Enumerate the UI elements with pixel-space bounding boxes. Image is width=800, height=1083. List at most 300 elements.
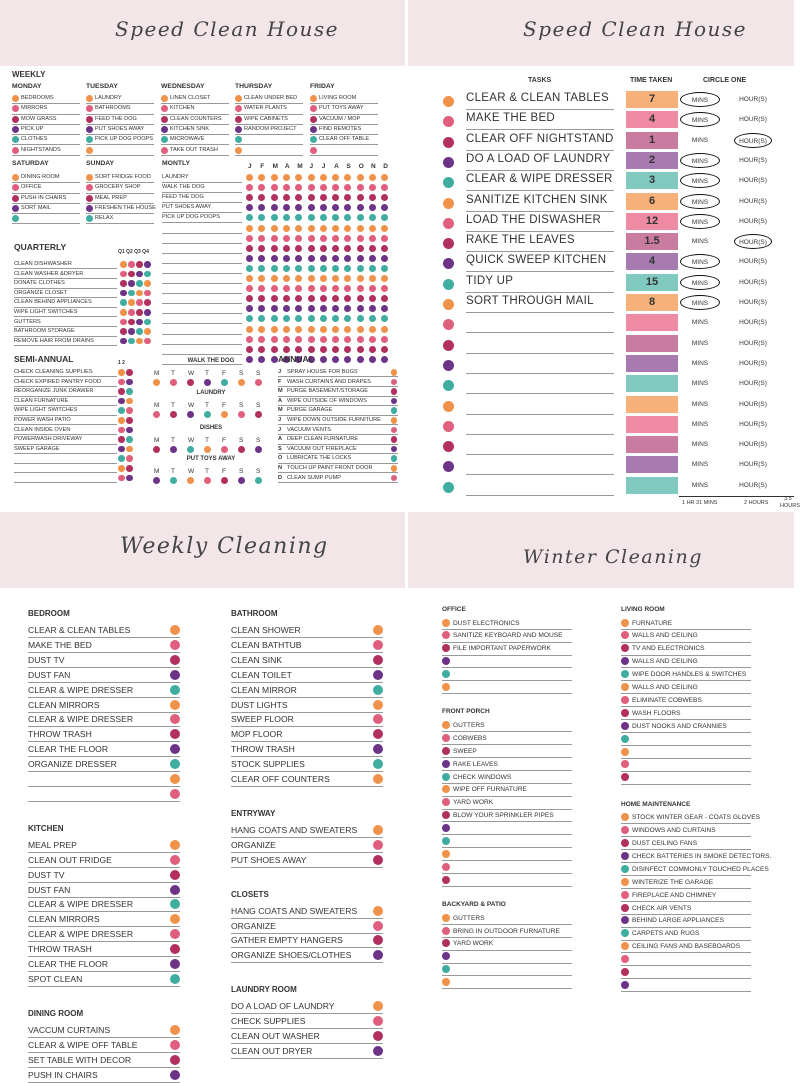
month-checkbox-dot[interactable] [283,305,290,312]
month-checkbox-dot[interactable] [283,265,290,272]
month-checkbox-dot[interactable] [258,174,265,181]
month-checkbox-dot[interactable] [320,275,327,282]
month-checkbox-dot[interactable] [295,235,302,242]
task-color-dot[interactable] [443,96,454,107]
room-checkbox-dot[interactable] [170,625,180,635]
month-checkbox-dot[interactable] [308,174,315,181]
room-checkbox-dot[interactable] [373,640,383,650]
tracker-checkbox-dot[interactable] [153,446,160,453]
area-checkbox-dot[interactable] [442,785,450,793]
month-checkbox-dot[interactable] [381,295,388,302]
hours-option[interactable]: HOUR(S) [739,420,767,428]
semi-checkbox-dot[interactable] [126,427,133,434]
quarter-checkbox-dot[interactable] [120,280,127,287]
month-checkbox-dot[interactable] [332,184,339,191]
tracker-checkbox-dot[interactable] [153,411,160,418]
room-checkbox-dot[interactable] [170,974,180,984]
month-checkbox-dot[interactable] [283,214,290,221]
task-color-dot[interactable] [443,116,454,127]
checkbox-dot[interactable] [86,205,93,212]
hours-option[interactable]: HOUR(S) [739,177,767,185]
checkbox-dot[interactable] [161,126,168,133]
hours-option[interactable]: HOUR(S) [739,319,767,327]
task-name-blank[interactable] [466,457,614,475]
room-checkbox-dot[interactable] [170,1055,180,1065]
month-checkbox-dot[interactable] [369,194,376,201]
month-checkbox-dot[interactable] [344,285,351,292]
month-checkbox-dot[interactable] [246,346,253,353]
checkbox-dot[interactable] [310,105,317,112]
room-checkbox-dot[interactable] [170,685,180,695]
tracker-checkbox-dot[interactable] [255,411,262,418]
month-checkbox-dot[interactable] [271,235,278,242]
tracker-checkbox-dot[interactable] [238,379,245,386]
month-checkbox-dot[interactable] [344,255,351,262]
time-taken-box[interactable] [626,477,678,494]
tracker-checkbox-dot[interactable] [221,446,228,453]
task-color-dot[interactable] [443,401,454,412]
month-checkbox-dot[interactable] [344,214,351,221]
mins-option[interactable]: MINS [691,441,709,449]
checkbox-dot[interactable] [86,126,93,133]
tracker-checkbox-dot[interactable] [221,411,228,418]
month-checkbox-dot[interactable] [381,305,388,312]
checkbox-dot[interactable] [12,126,19,133]
month-checkbox-dot[interactable] [246,315,253,322]
month-checkbox-dot[interactable] [320,285,327,292]
month-checkbox-dot[interactable] [344,245,351,252]
quarter-checkbox-dot[interactable] [144,271,151,278]
month-checkbox-dot[interactable] [295,174,302,181]
room-checkbox-dot[interactable] [170,1070,180,1080]
task-color-dot[interactable] [443,299,454,310]
month-checkbox-dot[interactable] [381,174,388,181]
month-checkbox-dot[interactable] [258,295,265,302]
tracker-checkbox-dot[interactable] [238,411,245,418]
room-checkbox-dot[interactable] [170,959,180,969]
time-taken-box[interactable]: 4 [626,253,678,270]
time-taken-box[interactable]: 8 [626,294,678,311]
area-checkbox-dot[interactable] [621,709,629,717]
quarter-checkbox-dot[interactable] [136,309,143,316]
quarter-checkbox-dot[interactable] [144,319,151,326]
month-checkbox-dot[interactable] [295,225,302,232]
month-checkbox-dot[interactable] [295,194,302,201]
month-checkbox-dot[interactable] [258,204,265,211]
quarter-checkbox-dot[interactable] [128,280,135,287]
month-checkbox-dot[interactable] [357,194,364,201]
month-checkbox-dot[interactable] [344,204,351,211]
month-checkbox-dot[interactable] [369,356,376,363]
month-checkbox-dot[interactable] [344,326,351,333]
time-taken-box[interactable]: 1.5 [626,233,678,250]
month-checkbox-dot[interactable] [357,235,364,242]
month-checkbox-dot[interactable] [369,326,376,333]
room-checkbox-dot[interactable] [373,685,383,695]
semi-checkbox-dot[interactable] [118,407,125,414]
month-checkbox-dot[interactable] [320,225,327,232]
annual-checkbox-dot[interactable] [391,436,398,443]
time-taken-box[interactable] [626,396,678,413]
month-checkbox-dot[interactable] [369,225,376,232]
month-checkbox-dot[interactable] [357,336,364,343]
checkbox-dot[interactable] [86,136,93,143]
time-taken-box[interactable] [626,355,678,372]
area-checkbox-dot[interactable] [621,813,629,821]
month-checkbox-dot[interactable] [295,315,302,322]
month-checkbox-dot[interactable] [258,336,265,343]
time-taken-box[interactable]: 6 [626,193,678,210]
month-checkbox-dot[interactable] [344,235,351,242]
area-checkbox-dot[interactable] [442,657,450,665]
hours-option[interactable]: HOUR(S) [739,339,767,347]
semi-checkbox-dot[interactable] [126,398,133,405]
quarter-checkbox-dot[interactable] [120,299,127,306]
task-color-dot[interactable] [443,421,454,432]
month-checkbox-dot[interactable] [246,174,253,181]
room-checkbox-dot[interactable] [170,670,180,680]
hours-option[interactable]: HOUR(S) [739,359,767,367]
checkbox-dot[interactable] [161,147,168,154]
annual-checkbox-dot[interactable] [391,407,398,414]
task-color-dot[interactable] [443,279,454,290]
time-taken-box[interactable]: 12 [626,213,678,230]
quarter-checkbox-dot[interactable] [128,319,135,326]
checkbox-dot[interactable] [310,126,317,133]
month-checkbox-dot[interactable] [283,295,290,302]
annual-checkbox-dot[interactable] [391,455,398,462]
time-taken-box[interactable] [626,416,678,433]
checkbox-dot[interactable] [12,205,19,212]
month-checkbox-dot[interactable] [332,326,339,333]
area-checkbox-dot[interactable] [621,891,629,899]
month-checkbox-dot[interactable] [258,235,265,242]
month-checkbox-dot[interactable] [308,326,315,333]
task-color-dot[interactable] [443,157,454,168]
time-taken-box[interactable] [626,314,678,331]
room-checkbox-dot[interactable] [373,840,383,850]
month-checkbox-dot[interactable] [344,194,351,201]
month-checkbox-dot[interactable] [357,265,364,272]
hours-option[interactable]: HOUR(S) [739,380,767,388]
month-checkbox-dot[interactable] [332,336,339,343]
room-checkbox-dot[interactable] [170,870,180,880]
month-checkbox-dot[interactable] [308,245,315,252]
task-color-dot[interactable] [443,218,454,229]
mins-option[interactable]: MINS [680,92,720,107]
room-checkbox-dot[interactable] [373,744,383,754]
month-checkbox-dot[interactable] [295,214,302,221]
semi-checkbox-dot[interactable] [118,455,125,462]
month-checkbox-dot[interactable] [332,174,339,181]
month-checkbox-dot[interactable] [246,184,253,191]
room-checkbox-dot[interactable] [170,640,180,650]
area-checkbox-dot[interactable] [442,863,450,871]
month-checkbox-dot[interactable] [369,305,376,312]
mins-option[interactable]: MINS [680,112,720,127]
area-checkbox-dot[interactable] [621,631,629,639]
tracker-checkbox-dot[interactable] [170,411,177,418]
area-checkbox-dot[interactable] [442,824,450,832]
month-checkbox-dot[interactable] [381,214,388,221]
area-checkbox-dot[interactable] [621,644,629,652]
room-checkbox-dot[interactable] [170,840,180,850]
month-checkbox-dot[interactable] [357,275,364,282]
time-taken-box[interactable]: 15 [626,274,678,291]
checkbox-dot[interactable] [12,136,19,143]
checkbox-dot[interactable] [310,95,317,102]
task-name-blank[interactable] [466,356,614,374]
month-checkbox-dot[interactable] [258,285,265,292]
month-checkbox-dot[interactable] [295,305,302,312]
month-checkbox-dot[interactable] [332,235,339,242]
task-color-dot[interactable] [443,360,454,371]
checkbox-dot[interactable] [86,105,93,112]
month-checkbox-dot[interactable] [295,255,302,262]
time-taken-box[interactable]: 1 [626,132,678,149]
month-checkbox-dot[interactable] [258,346,265,353]
room-checkbox-dot[interactable] [170,944,180,954]
room-checkbox-dot[interactable] [373,625,383,635]
room-checkbox-dot[interactable] [373,655,383,665]
month-checkbox-dot[interactable] [258,305,265,312]
area-checkbox-dot[interactable] [442,939,450,947]
month-checkbox-dot[interactable] [344,315,351,322]
semi-checkbox-dot[interactable] [126,465,133,472]
task-color-dot[interactable] [443,238,454,249]
month-checkbox-dot[interactable] [246,245,253,252]
tracker-checkbox-dot[interactable] [153,379,160,386]
quarter-checkbox-dot[interactable] [144,309,151,316]
quarter-checkbox-dot[interactable] [120,309,127,316]
semi-checkbox-dot[interactable] [126,369,133,376]
month-checkbox-dot[interactable] [246,326,253,333]
month-checkbox-dot[interactable] [381,275,388,282]
quarter-checkbox-dot[interactable] [128,290,135,297]
area-checkbox-dot[interactable] [621,735,629,743]
month-checkbox-dot[interactable] [344,346,351,353]
month-checkbox-dot[interactable] [344,174,351,181]
hours-option[interactable]: HOUR(S) [739,258,767,266]
month-checkbox-dot[interactable] [320,295,327,302]
month-checkbox-dot[interactable] [344,225,351,232]
month-checkbox-dot[interactable] [271,295,278,302]
checkbox-dot[interactable] [161,105,168,112]
room-checkbox-dot[interactable] [373,921,383,931]
room-checkbox-dot[interactable] [373,1031,383,1041]
checkbox-dot[interactable] [310,116,317,123]
month-checkbox-dot[interactable] [369,245,376,252]
month-checkbox-dot[interactable] [320,336,327,343]
quarter-checkbox-dot[interactable] [136,319,143,326]
month-checkbox-dot[interactable] [332,356,339,363]
checkbox-dot[interactable] [12,116,19,123]
month-checkbox-dot[interactable] [320,326,327,333]
semi-checkbox-dot[interactable] [126,407,133,414]
tracker-checkbox-dot[interactable] [187,446,194,453]
area-checkbox-dot[interactable] [621,942,629,950]
time-taken-box[interactable]: 7 [626,91,678,108]
month-checkbox-dot[interactable] [295,245,302,252]
month-checkbox-dot[interactable] [381,235,388,242]
month-checkbox-dot[interactable] [332,255,339,262]
hours-option[interactable]: HOUR(S) [739,299,767,306]
month-checkbox-dot[interactable] [320,356,327,363]
month-checkbox-dot[interactable] [246,285,253,292]
room-checkbox-dot[interactable] [170,1025,180,1035]
area-checkbox-dot[interactable] [621,852,629,860]
month-checkbox-dot[interactable] [381,326,388,333]
month-checkbox-dot[interactable] [332,214,339,221]
month-checkbox-dot[interactable] [308,184,315,191]
tracker-checkbox-dot[interactable] [221,379,228,386]
month-checkbox-dot[interactable] [308,346,315,353]
month-checkbox-dot[interactable] [320,255,327,262]
room-checkbox-dot[interactable] [373,729,383,739]
area-checkbox-dot[interactable] [621,981,629,989]
room-checkbox-dot[interactable] [170,855,180,865]
month-checkbox-dot[interactable] [332,285,339,292]
area-checkbox-dot[interactable] [442,876,450,884]
annual-checkbox-dot[interactable] [391,475,398,482]
area-checkbox-dot[interactable] [621,955,629,963]
month-checkbox-dot[interactable] [246,295,253,302]
month-checkbox-dot[interactable] [246,336,253,343]
month-checkbox-dot[interactable] [246,265,253,272]
hours-option[interactable]: HOUR(S) [739,441,767,449]
task-name-blank[interactable] [466,417,614,435]
tracker-checkbox-dot[interactable] [238,446,245,453]
area-checkbox-dot[interactable] [621,683,629,691]
quarter-checkbox-dot[interactable] [128,261,135,268]
quarter-checkbox-dot[interactable] [144,261,151,268]
time-taken-box[interactable] [626,456,678,473]
tracker-checkbox-dot[interactable] [170,379,177,386]
area-checkbox-dot[interactable] [442,773,450,781]
annual-checkbox-dot[interactable] [391,398,398,405]
mins-option[interactable]: MINS [691,420,709,428]
annual-checkbox-dot[interactable] [391,388,398,395]
month-checkbox-dot[interactable] [258,245,265,252]
room-checkbox-dot[interactable] [170,700,180,710]
month-checkbox-dot[interactable] [283,315,290,322]
tracker-checkbox-dot[interactable] [187,477,194,484]
quarter-checkbox-dot[interactable] [136,328,143,335]
hours-option[interactable]: HOUR(S) [739,156,767,164]
annual-checkbox-dot[interactable] [391,417,398,424]
month-checkbox-dot[interactable] [357,285,364,292]
month-checkbox-dot[interactable] [295,326,302,333]
hours-option[interactable]: HOUR(S) [739,217,767,225]
checkbox-dot[interactable] [310,136,317,143]
month-checkbox-dot[interactable] [357,255,364,262]
month-checkbox-dot[interactable] [344,305,351,312]
area-checkbox-dot[interactable] [442,914,450,922]
area-checkbox-dot[interactable] [442,952,450,960]
mins-option[interactable]: MINS [691,380,709,388]
checkbox-dot[interactable] [310,147,317,154]
semi-checkbox-dot[interactable] [126,455,133,462]
task-name-blank[interactable] [466,437,614,455]
month-checkbox-dot[interactable] [271,174,278,181]
month-checkbox-dot[interactable] [369,265,376,272]
area-checkbox-dot[interactable] [621,826,629,834]
tracker-checkbox-dot[interactable] [255,379,262,386]
month-checkbox-dot[interactable] [258,194,265,201]
quarter-checkbox-dot[interactable] [136,299,143,306]
task-color-dot[interactable] [443,461,454,472]
semi-checkbox-dot[interactable] [118,446,125,453]
checkbox-dot[interactable] [235,105,242,112]
month-checkbox-dot[interactable] [320,315,327,322]
month-checkbox-dot[interactable] [308,305,315,312]
room-checkbox-dot[interactable] [373,950,383,960]
month-checkbox-dot[interactable] [357,305,364,312]
month-checkbox-dot[interactable] [295,295,302,302]
month-checkbox-dot[interactable] [320,265,327,272]
semi-checkbox-dot[interactable] [118,369,125,376]
month-checkbox-dot[interactable] [308,225,315,232]
quarter-checkbox-dot[interactable] [120,261,127,268]
area-checkbox-dot[interactable] [621,865,629,873]
month-checkbox-dot[interactable] [308,235,315,242]
room-checkbox-dot[interactable] [170,774,180,784]
area-checkbox-dot[interactable] [442,644,450,652]
month-checkbox-dot[interactable] [258,275,265,282]
checkbox-dot[interactable] [12,174,19,181]
area-checkbox-dot[interactable] [442,837,450,845]
month-checkbox-dot[interactable] [381,265,388,272]
month-checkbox-dot[interactable] [283,326,290,333]
hours-option[interactable]: HOUR(S) [739,278,767,286]
quarter-checkbox-dot[interactable] [120,338,127,345]
month-checkbox-dot[interactable] [258,184,265,191]
checkbox-dot[interactable] [12,215,19,222]
month-checkbox-dot[interactable] [332,295,339,302]
room-checkbox-dot[interactable] [373,714,383,724]
month-checkbox-dot[interactable] [271,265,278,272]
hours-option[interactable]: HOUR(S) [739,96,767,103]
quarter-checkbox-dot[interactable] [144,280,151,287]
room-checkbox-dot[interactable] [373,759,383,769]
checkbox-dot[interactable] [235,147,242,154]
month-checkbox-dot[interactable] [271,336,278,343]
month-checkbox-dot[interactable] [369,214,376,221]
month-checkbox-dot[interactable] [271,204,278,211]
month-checkbox-dot[interactable] [295,275,302,282]
area-checkbox-dot[interactable] [442,670,450,678]
month-checkbox-dot[interactable] [332,346,339,353]
semi-checkbox-dot[interactable] [118,427,125,434]
semi-checkbox-dot[interactable] [118,379,125,386]
checkbox-dot[interactable] [12,184,19,191]
month-checkbox-dot[interactable] [258,225,265,232]
semi-checkbox-dot[interactable] [118,388,125,395]
month-checkbox-dot[interactable] [271,315,278,322]
month-checkbox-dot[interactable] [357,295,364,302]
hours-option[interactable]: HOUR(S) [739,461,767,469]
quarter-checkbox-dot[interactable] [128,299,135,306]
month-checkbox-dot[interactable] [283,184,290,191]
quarter-checkbox-dot[interactable] [136,261,143,268]
semi-checkbox-dot[interactable] [118,436,125,443]
month-checkbox-dot[interactable] [332,194,339,201]
quarter-checkbox-dot[interactable] [120,319,127,326]
room-checkbox-dot[interactable] [373,825,383,835]
checkbox-dot[interactable] [12,105,19,112]
time-taken-box[interactable] [626,335,678,352]
month-checkbox-dot[interactable] [381,184,388,191]
